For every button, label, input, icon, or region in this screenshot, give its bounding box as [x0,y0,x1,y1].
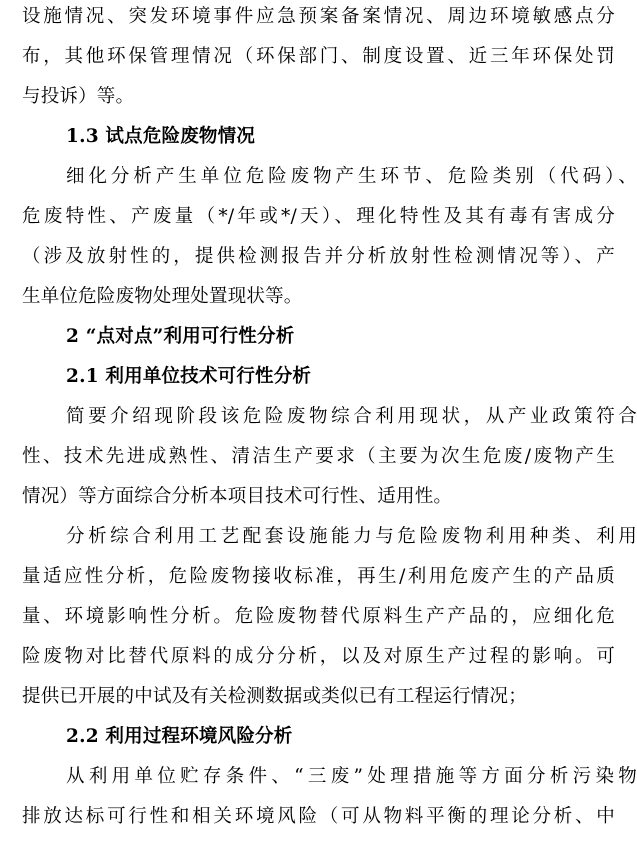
paragraph-line: 设施情况、突发环境事件应急预案备案情况、周边环境敏感点分 [22,6,615,27]
paragraph-line: 险废物对比替代原料的成分分析，以及对原生产过程的影响。可 [22,646,615,667]
paragraph-line: 情况）等方面综合分析本项目技术可行性、适用性。 [22,486,453,507]
paragraph-line: （涉及放射性的，提供检测报告并分析放射性检测情况等）、产 [22,246,615,267]
paragraph-line: 生单位危险废物处理处置现状等。 [22,286,303,307]
paragraph-line: 提供已开展的中试及有关检测数据或类似已有工程运行情况； [22,686,527,707]
paragraph-line: 布，其他环保管理情况（环保部门、制度设置、近三年环保处罚 [22,46,615,67]
section-heading-1-3: 1.3 试点危险废物情况 [66,126,256,147]
section-heading-2: 2 “点对点”利用可行性分析 [66,326,295,347]
paragraph-line: 细化分析产生单位危险废物产生环节、危险类别（代码）、 [66,166,637,187]
paragraph-line: 性、技术先进成熟性、清洁生产要求（主要为次生危废/废物产生 [22,446,615,467]
paragraph-line: 与投诉）等。 [22,86,135,107]
paragraph-line: 排放达标可行性和相关环境风险（可从物料平衡的理论分析、中 [22,806,615,827]
paragraph-line: 从利用单位贮存条件、“三废”处理措施等方面分析污染物 [66,766,637,787]
paragraph-line: 量适应性分析，危险废物接收标准，再生/利用危废产生的产品质 [22,566,615,587]
section-heading-2-1: 2.1 利用单位技术可行性分析 [66,366,312,387]
paragraph-line: 量、环境影响性分析。危险废物替代原料生产产品的，应细化危 [22,606,615,627]
paragraph-line: 简要介绍现阶段该危险废物综合利用现状，从产业政策符合 [66,406,637,427]
section-heading-2-2: 2.2 利用过程环境风险分析 [66,726,293,747]
paragraph-line: 危废特性、产废量（*/年或*/天）、理化特性及其有毒有害成分 [22,206,615,227]
paragraph-line: 分析综合利用工艺配套设施能力与危险废物利用种类、利用 [66,526,637,547]
